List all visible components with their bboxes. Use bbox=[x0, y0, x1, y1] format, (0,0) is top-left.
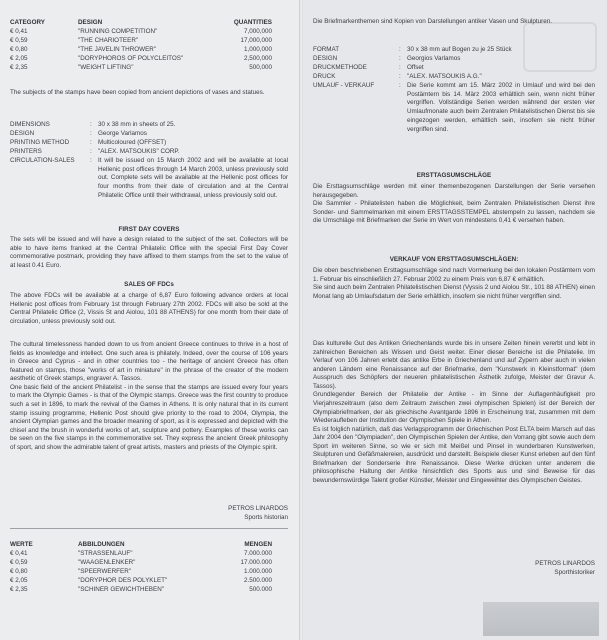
spec-colon: : bbox=[90, 156, 92, 164]
category-cell: € 2,35 bbox=[10, 64, 28, 72]
spec-row bbox=[313, 73, 595, 82]
spec-row bbox=[10, 148, 288, 157]
spec-value: 30 x 38 mm auf Bogen zu je 25 Stück bbox=[407, 46, 512, 53]
intro-paragraph: Die Briefmarkenthemen sind Kopien von Darstellungen antiker Vasen und Skulpturen. bbox=[313, 18, 552, 25]
menge-cell: 17.000.000 bbox=[240, 559, 272, 567]
watermark-banner bbox=[483, 602, 599, 636]
spec-key: DESIGN bbox=[10, 129, 35, 137]
werte-cell: € 2,05 bbox=[10, 577, 28, 585]
spec-value: Multicoloured (OFFSET) bbox=[98, 138, 167, 146]
spec-value: Offset bbox=[407, 63, 424, 71]
table-row bbox=[10, 54, 272, 63]
values-table-german bbox=[10, 540, 272, 595]
english-column bbox=[0, 0, 300, 640]
spec-row bbox=[313, 46, 595, 55]
ersttag-paragraphs: Die Ersttagsumschläge werden mit einer themenbezogenen Darstellungen der Serie versehen herausgegeben. Die Sammler - Philatelisten haben die Möglichkeit, beim Zentralen Philatelistischen Dienst ihre Sonder- und Sammelmarken mit einem ERSTTAGSSTEMPEL abstempeln zu lassen, nachdem sie die Umschläge mit Briefmarken der Serie im Wert von mindestens 0,41 € versehen haben. bbox=[313, 183, 595, 225]
spec-key: DIMENSIONS bbox=[10, 121, 50, 128]
table-row bbox=[10, 576, 272, 585]
design-header: DESIGN bbox=[78, 19, 103, 26]
abbildung-cell: "WAAGENLENKER" bbox=[78, 559, 136, 567]
spec-key: DESIGN bbox=[313, 54, 338, 62]
design-cell: "THE JAVELIN THROWER" bbox=[78, 46, 157, 54]
category-header: CATEGORY bbox=[10, 19, 45, 26]
table-row bbox=[10, 36, 272, 45]
verkauf-paragraphs: Die oben beschriebenen Ersttagsumschläge sind nach Vormerkung bei den lokalen Postämtern vom 1. Februar bis einschließlich 27. Februar 2002 zu einem Preis von 6,87 € erhältlich. Sie sind auch beim Zentralen Philatelistischen Dienst (Vyssis 2 und Aiolou Str., 101 88 ATHEN) einen Monat lang ab Umlaufsdatum der Serie erhältlich, insofern sie nicht früher vergriffen sind. bbox=[313, 267, 595, 300]
spec-value: Die Serie kommt am 15. März 2002 in Umlauf und wird bei den Postämtern bis 14. März 2003 erhältlich sein, wenn nicht früher vergriffen. Vollständige Serien werden während der ersten vier Umlaufmonate auch beim Zentralen Philatelistischen Dienst bis sie eingezogen werden, erhältlich sein, insofern sie nicht früher vergriffen sind. bbox=[407, 81, 595, 134]
category-cell: € 2,05 bbox=[10, 55, 28, 63]
values-header-row bbox=[10, 540, 272, 549]
abbildung-cell: "STRASSENLAUF" bbox=[78, 550, 133, 558]
spec-row bbox=[10, 121, 288, 130]
spec-row bbox=[313, 82, 595, 135]
menge-cell: 2.500.000 bbox=[243, 577, 272, 585]
verkauf-heading: VERKAUF VON ERSTTAGSUMSCHLÄGEN: bbox=[389, 256, 519, 263]
spec-colon: : bbox=[399, 63, 401, 71]
menge-cell: 500.000 bbox=[249, 586, 272, 594]
spec-colon: : bbox=[399, 54, 401, 62]
werte-cell: € 0,59 bbox=[10, 559, 28, 567]
table-row bbox=[10, 27, 272, 36]
quantities-table bbox=[10, 18, 272, 73]
spec-value: "ALEX. MATSOUKIS A.G." bbox=[407, 72, 482, 80]
quantity-cell: 17,000,000 bbox=[240, 37, 272, 45]
signature-role: Sporthistoriker bbox=[554, 568, 595, 576]
spec-value: George Varlamos bbox=[98, 129, 147, 137]
fdc-heading: FIRST DAY COVERS bbox=[118, 226, 180, 233]
signature-role: Sports historian bbox=[244, 513, 288, 521]
spec-colon: : bbox=[90, 121, 92, 128]
sales-paragraph: The above FDCs will be available at a charge of 6,87 Euro following advance orders at local Hellenic post offices from February 1st through February 27th 2002. FDCs will also be sold at the Central Philatelic Office (2, Vissis St and Aiolou, 101 88 ATHENS) for one month from their date of circulation, unless previously sold out. bbox=[10, 292, 288, 325]
signature-german bbox=[453, 560, 595, 577]
quantity-cell: 7,000,000 bbox=[243, 28, 272, 36]
spec-value: Georgios Varlamos bbox=[407, 54, 461, 62]
abbildungen-header: ABBILDUNGEN bbox=[78, 541, 125, 548]
spec-value: It will be issued on 15 March 2002 and will be available at local Hellenic post offices through 14 March 2003, unless previously sold out. Complete sets will be available at the Hellenic post offices for four months from their date of circulation and at the Central Philatelic Office until their withdrawal, unless previously sold out. bbox=[98, 156, 288, 200]
essay-german bbox=[313, 340, 595, 486]
spec-row bbox=[313, 55, 595, 64]
spec-key: PRINTING METHOD bbox=[10, 138, 70, 146]
category-cell: € 0,59 bbox=[10, 37, 28, 45]
werte-cell: € 0,41 bbox=[10, 550, 28, 558]
abbildung-cell: "SPEERWERFER" bbox=[78, 568, 131, 576]
spec-colon: : bbox=[399, 72, 401, 80]
abbildung-cell: "DORYPHOR DES POLYKLET" bbox=[78, 577, 168, 585]
werte-header: WERTE bbox=[10, 541, 33, 548]
spec-colon: : bbox=[399, 46, 401, 53]
subjects-paragraph: The subjects of the stamps have been copied from ancient depictions of vases and statues. bbox=[10, 89, 265, 96]
signature-name: PETROS LINARDOS bbox=[228, 505, 288, 512]
signature-name: PETROS LINARDOS bbox=[535, 560, 595, 567]
spec-colon: : bbox=[90, 138, 92, 146]
werte-cell: € 2,35 bbox=[10, 586, 28, 594]
spec-row bbox=[10, 130, 288, 139]
spec-row bbox=[10, 157, 288, 202]
design-cell: "THE CHARIOTEER" bbox=[78, 37, 139, 45]
category-cell: € 0,80 bbox=[10, 46, 28, 54]
menge-cell: 7.000.000 bbox=[243, 550, 272, 558]
signature-english bbox=[140, 505, 288, 522]
quantity-cell: 2,500,000 bbox=[243, 55, 272, 63]
spec-value: 30 x 38 mm in sheets of 25. bbox=[98, 121, 176, 128]
spec-key: DRUCKMETHODE bbox=[313, 63, 367, 71]
spec-key: FORMAT bbox=[313, 46, 340, 53]
spec-key: CIRCULATION-SALES bbox=[10, 156, 75, 164]
essay-paragraph: Grundlegender Bereich der Philatelie der Antike - im Sinne der Auflagenhäufigkeit pro Vierjahreszeitraum (also dem Zeitraum zwischen zwei olympischen Spielen) ist der Bereich der Olympiabriefmarken, der als griechische Avantgarde 1896 in Erscheinung trat, zusammen mit dem Wiederaufleben der Institution der Olympischen Spiele in Athen. bbox=[313, 391, 595, 425]
sales-heading: SALES OF FDCs bbox=[124, 281, 174, 288]
spec-value: "ALEX. MATSOUKIS" CORP. bbox=[98, 147, 180, 155]
essay-english bbox=[10, 341, 288, 452]
fdc-paragraph: The sets will be issued and will have a design related to the subject of the set. Collectors will be able to have items franked at the Central Philatelic Office with the special First Day Cover commemorative postmark, providing they have affixed to them stamps from the set to the value of at least 0.41 Euro. bbox=[10, 236, 288, 269]
spec-row bbox=[10, 139, 288, 148]
spec-key: DRUCK bbox=[313, 72, 336, 80]
table-row bbox=[10, 558, 272, 567]
werte-cell: € 0,80 bbox=[10, 568, 28, 576]
essay-paragraph: The cultural timelessness handed down to us from ancient Greece continues to thrive in a host of fields as knowledge and intellect. One such area is philately. Indeed, over the course of 106 years in Greece and Cyprus - and in other countries too - the heritage of ancient Greece has often featured on stamps, those "works of art in miniature" in the phrase of the creator of the modern aesthetic of Greek stamps, engraver A. Tassos. bbox=[10, 341, 288, 383]
table-row bbox=[10, 63, 272, 72]
menge-cell: 1.000.000 bbox=[243, 568, 272, 576]
spec-key: UMLAUF - VERKAUF bbox=[313, 81, 375, 89]
essay-paragraph: Es ist folglich natürlich, daß das Verlagsprogramm der Griechischen Post ELTA beim Marsch auf das Jahr 2004 den "Olympiaden", den Olympischen Spielen der Antike, den Vorrang gibt sowie auch dem Sport im weiteren Sinne, so wie er sich mit Meißel und Pinsel in wunderbaren Kunstwerken, Skulpturen und Gefäßmalereien, ausdrückt und darstellt. Beispiele dieser Kunst erleben auf den fünf Briefmarken der Sonderserie ihre Renaissance. Diese Werke drücken unter anderem die philosophische Haltung der Antike hinsichtlich des Sports aus und sind Beweise für das bewundernswürdige Talent großer Künstler, Meister und Eingeweihter des Olympischen Geistes. bbox=[313, 425, 595, 484]
table-row bbox=[10, 549, 272, 558]
spec-colon: : bbox=[399, 81, 401, 89]
essay-paragraph: Das kulturelle Gut des Antiken Griechenlands wurde bis in unsere Zeiten hinein vererbt und lebt in zahlreichen Bereichen als Wissen und Geist weiter. Einer dieser Bereiche ist die Philatelie. Im Verlauf von 106 Jahren erlebt das antike Erbe in Griechenland und auf Zypern aber auch in vielen anderen Ländern eine Renaissance auf der Briefmarke, dem "Kunstwerk in Kleinstformat" (dem Ausspruch des Schöpfers der neueren philatelistischen Ästhetik zufolge, Meister der Gravur A. Tassos). bbox=[313, 340, 595, 390]
divider bbox=[10, 528, 288, 529]
design-cell: "WEIGHT LIFTING" bbox=[78, 64, 134, 72]
spec-row bbox=[313, 64, 595, 73]
quantities-header-row bbox=[10, 18, 272, 27]
specs-table bbox=[10, 121, 288, 201]
table-row bbox=[10, 45, 272, 54]
design-cell: "RUNNING COMPETITION" bbox=[78, 28, 158, 36]
quantity-cell: 500,000 bbox=[249, 64, 272, 72]
spec-colon: : bbox=[90, 147, 92, 155]
abbildung-cell: "SCHINER GEWICHTHEBEN" bbox=[78, 586, 164, 594]
design-cell: "DORYPHOROS OF POLYCLEITOS" bbox=[78, 55, 184, 63]
category-cell: € 0,41 bbox=[10, 28, 28, 36]
table-row bbox=[10, 585, 272, 594]
german-column bbox=[303, 0, 607, 640]
quantity-cell: 1,000,000 bbox=[243, 46, 272, 54]
ersttag-heading: ERSTTAGSUMSCHLÄGE bbox=[416, 172, 492, 179]
spec-colon: : bbox=[90, 129, 92, 137]
mengen-header: MENGEN bbox=[244, 541, 272, 548]
essay-paragraph: One basic field of the ancient Philatelist - in the sense that the stamps are issued every four years to mark the Olympic Games - is that of the Olympic stamps. Greece was the first country to produce such a set in 1896, to mark the revival of the Games in Athens. It is only natural that in its current stamp issuing programme, Hellenic Post should give priority to the road to 2004, Olympia, the ancient Olympian games and the broader meaning of sport, as it is expressed and depicted with the chisel and the brush in wonderful works of art, sculpture and pottery. Examples of these works can be seen on the five stamps in the commemorative set. They express the ancient Greek philosophy of sport, and show the admirable talent of great artists, masters and priests of the Olympic spirit. bbox=[10, 383, 288, 451]
quantities-header: QUANTITIES bbox=[233, 19, 272, 26]
specs-table-german bbox=[313, 46, 595, 135]
spec-key: PRINTERS bbox=[10, 147, 42, 155]
table-row bbox=[10, 567, 272, 576]
